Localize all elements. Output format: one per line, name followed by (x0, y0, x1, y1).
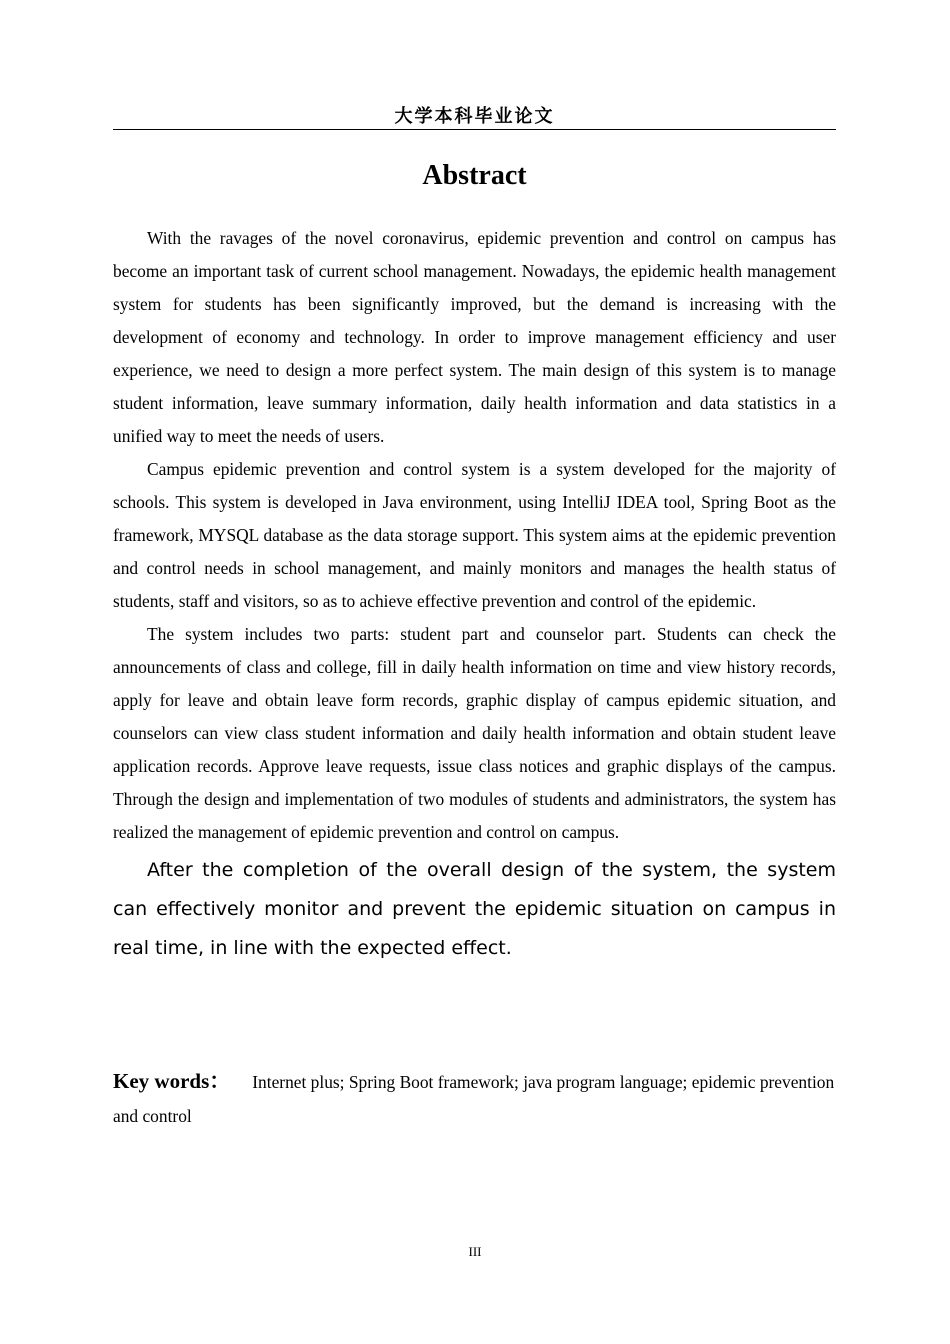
keywords-block (113, 1064, 836, 1133)
abstract-paragraph-4: After the completion of the overall design of the system, the system can effectively monitor and prevent the epidemic situation on campus in real time, in line with the expected effect. (113, 859, 836, 959)
keywords-label: Key words： (113, 1069, 231, 1093)
keywords-text: Internet plus; Spring Boot framework; java program language; epidemic prevention and control (113, 1072, 835, 1126)
abstract-paragraph-3: The system includes two parts: student part and counselor part. Students can check the announcements of class and college, fill in daily health information on time and view history records, apply for leave and obtain leave form records, graphic display of campus epidemic situation, and counselors can view class student information and daily health information and obtain student leave application records. Approve leave requests, issue class notices and graphic displays of the campus. Through the design and implementation of two modules of students and administrators, the system has realized the management of epidemic prevention and control on campus. (113, 624, 836, 842)
abstract-paragraph-2: Campus epidemic prevention and control system is a system developed for the majority of schools. This system is developed in Java environment, using IntelliJ IDEA tool, Spring Boot as the framework, MYSQL database as the data storage support. This system aims at the epidemic prevention and control needs in school management, and mainly monitors and manages the health status of students, staff and visitors, so as to achieve effective prevention and control of the epidemic. (113, 459, 836, 611)
running-header: 大学本科毕业论文 (113, 104, 836, 130)
abstract-body (113, 222, 836, 968)
page-number: III (468, 1244, 482, 1259)
abstract-title: Abstract (422, 160, 527, 191)
abstract-paragraph-1: With the ravages of the novel coronavirus, epidemic prevention and control on campus has become an important task of current school management. Nowadays, the epidemic health management system for students has been significantly improved, but the demand is increasing with the development of economy and technology. In order to improve management efficiency and user experience, we need to design a more perfect system. The main design of this system is to manage student information, leave summary information, daily health information and data statistics in a unified way to meet the needs of users. (113, 228, 836, 446)
